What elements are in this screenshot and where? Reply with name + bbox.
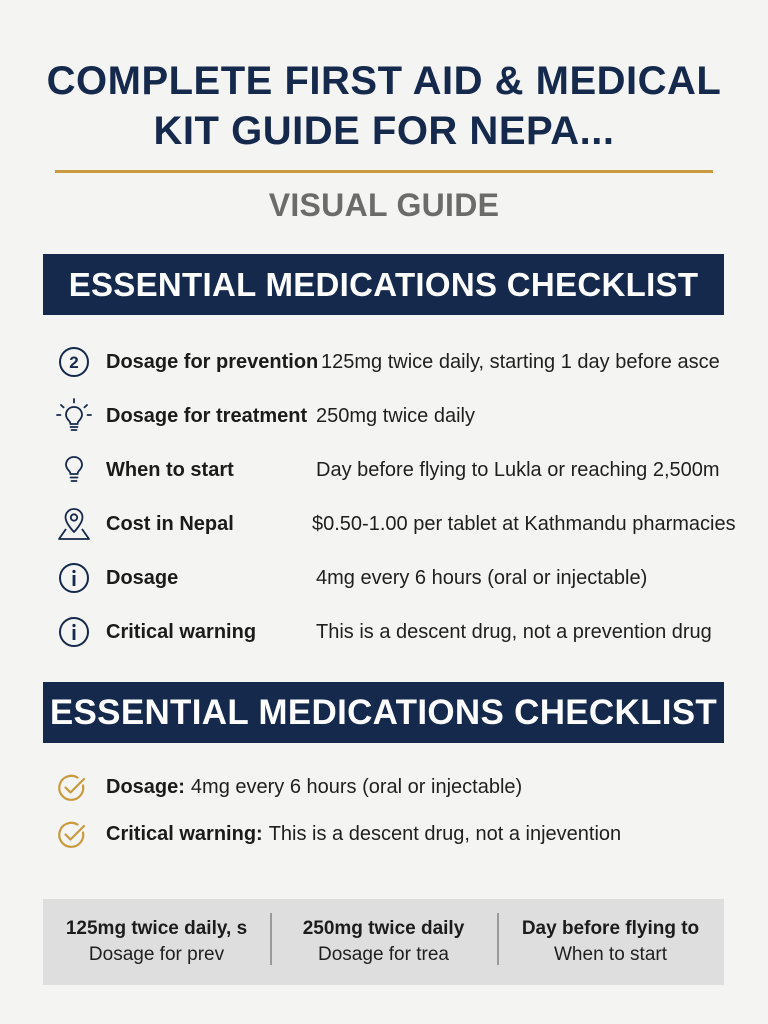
checklist-value: 4mg every 6 hours (oral or injectable)	[190, 776, 523, 798]
checklist-value: This is a descent drug, not a injevention	[268, 823, 622, 845]
checklist-item	[55, 811, 715, 858]
svg-text:2: 2	[69, 353, 79, 372]
checklist-label: Critical warning:	[106, 823, 263, 845]
section-heading-medications-2: ESSENTIAL MEDICATIONS CHECKLIST	[43, 682, 724, 743]
page-subtitle: VISUAL GUIDE	[268, 187, 500, 223]
number-2-circle-icon	[55, 343, 93, 381]
row-label: Critical warning	[106, 620, 257, 643]
lightbulb-glow-icon	[55, 397, 93, 435]
row-label: Dosage for treatment	[106, 404, 308, 427]
summary-stats-bar	[43, 899, 724, 985]
row-label: Dosage	[106, 566, 179, 589]
stat-value: 250mg twice daily	[302, 918, 465, 939]
list-item	[55, 551, 745, 605]
stat-prevention	[43, 899, 270, 985]
row-label: Cost in Nepal	[106, 512, 234, 535]
stat-value: Day before flying to	[521, 918, 700, 939]
lightbulb-icon	[55, 451, 93, 489]
row-value: $0.50-1.00 per tablet at Kathmandu pharmacies	[312, 512, 736, 535]
page-title: COMPLETE FIRST AID & MEDICAL KIT GUIDE FOR NEPA...	[46, 59, 722, 153]
row-label: When to start	[106, 458, 234, 481]
row-value: 125mg twice daily, starting 1 day before asce	[321, 350, 720, 373]
info-icon	[55, 613, 93, 651]
stat-when-to-start	[497, 899, 724, 985]
stat-label: Dosage for prev	[88, 944, 225, 965]
list-item	[55, 605, 745, 659]
section-heading-medications: ESSENTIAL MEDICATIONS CHECKLIST	[43, 254, 724, 315]
list-item	[55, 335, 745, 389]
checkmark-circle-icon	[55, 771, 89, 805]
checklist-label: Dosage:	[106, 776, 185, 798]
checkmark-circle-icon	[55, 818, 89, 852]
medication-details-list	[55, 335, 745, 659]
stat-label: Dosage for trea	[318, 944, 449, 965]
title-divider	[55, 170, 713, 173]
row-label: Dosage for prevention	[106, 350, 319, 373]
list-item	[55, 443, 745, 497]
map-pin-icon	[55, 505, 93, 543]
stat-treatment	[270, 899, 497, 985]
stat-value: 125mg twice daily, s	[65, 918, 248, 939]
checklist-item	[55, 764, 715, 811]
row-value: 4mg every 6 hours (oral or injectable)	[316, 566, 648, 589]
checklist	[55, 764, 715, 858]
row-value: Day before flying to Lukla or reaching 2,500m	[316, 458, 720, 481]
row-value: This is a descent drug, not a prevention drug	[316, 620, 712, 643]
info-icon	[55, 559, 93, 597]
stat-label: When to start	[554, 944, 667, 965]
row-value: 250mg twice daily	[316, 404, 475, 427]
list-item	[55, 497, 745, 551]
list-item	[55, 389, 745, 443]
